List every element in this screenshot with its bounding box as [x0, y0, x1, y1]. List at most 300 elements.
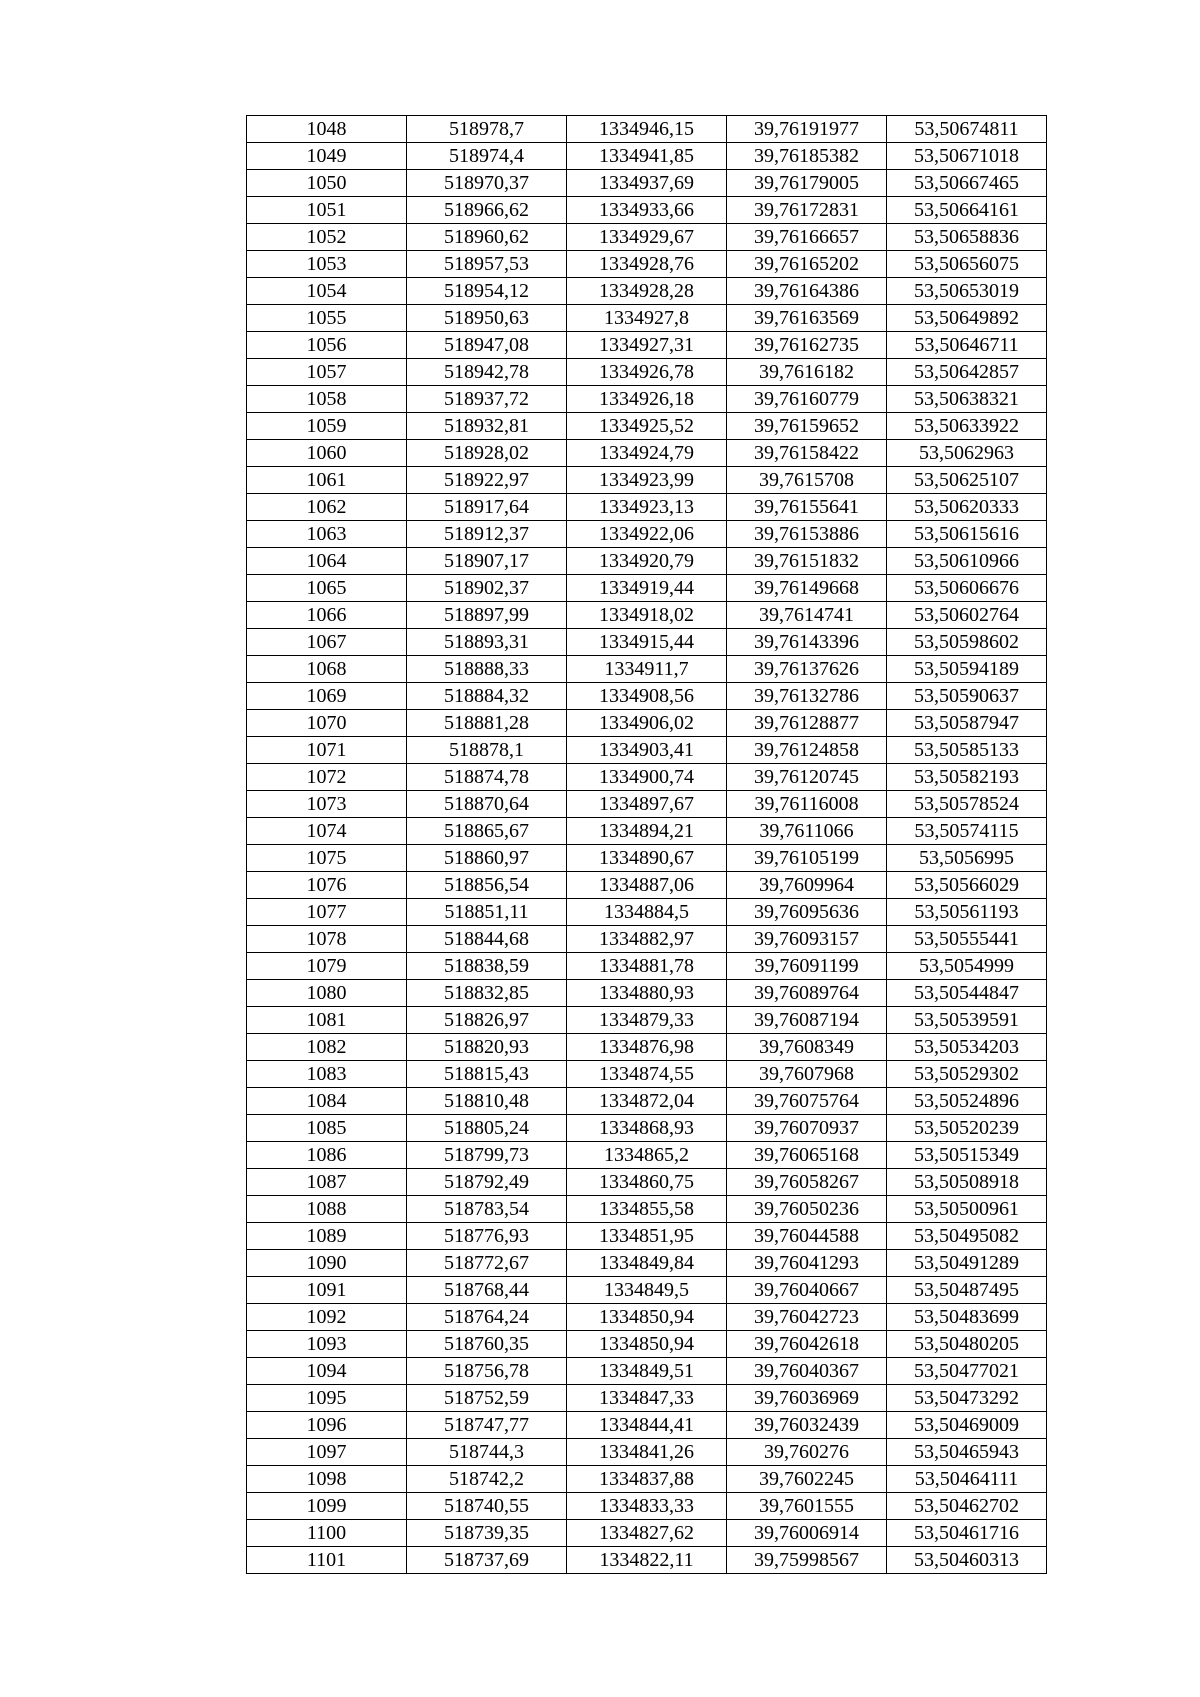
point-number-cell: 1067 — [247, 629, 407, 656]
table-row — [247, 521, 1047, 548]
latitude-cell: 53,50469009 — [887, 1412, 1047, 1439]
x-coordinate-cell: 518860,97 — [407, 845, 567, 872]
y-coordinate-cell: 1334850,94 — [567, 1304, 727, 1331]
x-coordinate-cell: 518776,93 — [407, 1223, 567, 1250]
y-coordinate-cell: 1334833,33 — [567, 1493, 727, 1520]
x-coordinate-cell: 518893,31 — [407, 629, 567, 656]
x-coordinate-cell: 518928,02 — [407, 440, 567, 467]
y-coordinate-cell: 1334847,33 — [567, 1385, 727, 1412]
point-number-cell: 1074 — [247, 818, 407, 845]
longitude-cell: 39,76042618 — [727, 1331, 887, 1358]
longitude-cell: 39,76032439 — [727, 1412, 887, 1439]
point-number-cell: 1095 — [247, 1385, 407, 1412]
point-number-cell: 1057 — [247, 359, 407, 386]
point-number-cell: 1092 — [247, 1304, 407, 1331]
table-row — [247, 116, 1047, 143]
x-coordinate-cell: 518768,44 — [407, 1277, 567, 1304]
latitude-cell: 53,50462702 — [887, 1493, 1047, 1520]
x-coordinate-cell: 518922,97 — [407, 467, 567, 494]
latitude-cell: 53,50480205 — [887, 1331, 1047, 1358]
y-coordinate-cell: 1334887,06 — [567, 872, 727, 899]
point-number-cell: 1094 — [247, 1358, 407, 1385]
x-coordinate-cell: 518815,43 — [407, 1061, 567, 1088]
latitude-cell: 53,50664161 — [887, 197, 1047, 224]
point-number-cell: 1062 — [247, 494, 407, 521]
table-row — [247, 359, 1047, 386]
x-coordinate-cell: 518878,1 — [407, 737, 567, 764]
y-coordinate-cell: 1334933,66 — [567, 197, 727, 224]
point-number-cell: 1083 — [247, 1061, 407, 1088]
table-row — [247, 1277, 1047, 1304]
x-coordinate-cell: 518907,17 — [407, 548, 567, 575]
table-row — [247, 629, 1047, 656]
y-coordinate-cell: 1334925,52 — [567, 413, 727, 440]
latitude-cell: 53,50590637 — [887, 683, 1047, 710]
table-row — [247, 1250, 1047, 1277]
y-coordinate-cell: 1334911,7 — [567, 656, 727, 683]
longitude-cell: 39,76042723 — [727, 1304, 887, 1331]
y-coordinate-cell: 1334922,06 — [567, 521, 727, 548]
y-coordinate-cell: 1334923,99 — [567, 467, 727, 494]
longitude-cell: 39,7602245 — [727, 1466, 887, 1493]
point-number-cell: 1066 — [247, 602, 407, 629]
longitude-cell: 39,7601555 — [727, 1493, 887, 1520]
table-row — [247, 1304, 1047, 1331]
latitude-cell: 53,50582193 — [887, 764, 1047, 791]
x-coordinate-cell: 518826,97 — [407, 1007, 567, 1034]
x-coordinate-cell: 518820,93 — [407, 1034, 567, 1061]
point-number-cell: 1075 — [247, 845, 407, 872]
point-number-cell: 1073 — [247, 791, 407, 818]
latitude-cell: 53,50544847 — [887, 980, 1047, 1007]
point-number-cell: 1058 — [247, 386, 407, 413]
point-number-cell: 1088 — [247, 1196, 407, 1223]
latitude-cell: 53,50561193 — [887, 899, 1047, 926]
point-number-cell: 1096 — [247, 1412, 407, 1439]
table-row — [247, 494, 1047, 521]
y-coordinate-cell: 1334860,75 — [567, 1169, 727, 1196]
x-coordinate-cell: 518932,81 — [407, 413, 567, 440]
x-coordinate-cell: 518832,85 — [407, 980, 567, 1007]
longitude-cell: 39,76158422 — [727, 440, 887, 467]
table-row — [247, 1142, 1047, 1169]
y-coordinate-cell: 1334841,26 — [567, 1439, 727, 1466]
longitude-cell: 39,76050236 — [727, 1196, 887, 1223]
x-coordinate-cell: 518810,48 — [407, 1088, 567, 1115]
y-coordinate-cell: 1334850,94 — [567, 1331, 727, 1358]
latitude-cell: 53,5062963 — [887, 440, 1047, 467]
latitude-cell: 53,50653019 — [887, 278, 1047, 305]
x-coordinate-cell: 518957,53 — [407, 251, 567, 278]
x-coordinate-cell: 518888,33 — [407, 656, 567, 683]
point-number-cell: 1100 — [247, 1520, 407, 1547]
longitude-cell: 39,76164386 — [727, 278, 887, 305]
latitude-cell: 53,5056995 — [887, 845, 1047, 872]
longitude-cell: 39,76163569 — [727, 305, 887, 332]
y-coordinate-cell: 1334837,88 — [567, 1466, 727, 1493]
table-row — [247, 818, 1047, 845]
table-row — [247, 683, 1047, 710]
longitude-cell: 39,76155641 — [727, 494, 887, 521]
x-coordinate-cell: 518851,11 — [407, 899, 567, 926]
point-number-cell: 1050 — [247, 170, 407, 197]
table-row — [247, 575, 1047, 602]
latitude-cell: 53,50667465 — [887, 170, 1047, 197]
y-coordinate-cell: 1334849,51 — [567, 1358, 727, 1385]
y-coordinate-cell: 1334937,69 — [567, 170, 727, 197]
latitude-cell: 53,50477021 — [887, 1358, 1047, 1385]
table-row — [247, 980, 1047, 1007]
longitude-cell: 39,76166657 — [727, 224, 887, 251]
latitude-cell: 53,50566029 — [887, 872, 1047, 899]
x-coordinate-cell: 518844,68 — [407, 926, 567, 953]
longitude-cell: 39,76124858 — [727, 737, 887, 764]
table-row — [247, 845, 1047, 872]
point-number-cell: 1089 — [247, 1223, 407, 1250]
latitude-cell: 53,50555441 — [887, 926, 1047, 953]
table-row — [247, 413, 1047, 440]
x-coordinate-cell: 518744,3 — [407, 1439, 567, 1466]
y-coordinate-cell: 1334946,15 — [567, 116, 727, 143]
point-number-cell: 1049 — [247, 143, 407, 170]
longitude-cell: 39,7611066 — [727, 818, 887, 845]
y-coordinate-cell: 1334882,97 — [567, 926, 727, 953]
longitude-cell: 39,76091199 — [727, 953, 887, 980]
latitude-cell: 53,50574115 — [887, 818, 1047, 845]
y-coordinate-cell: 1334855,58 — [567, 1196, 727, 1223]
table-row — [247, 656, 1047, 683]
longitude-cell: 39,76044588 — [727, 1223, 887, 1250]
table-row — [247, 1385, 1047, 1412]
y-coordinate-cell: 1334906,02 — [567, 710, 727, 737]
x-coordinate-cell: 518752,59 — [407, 1385, 567, 1412]
y-coordinate-cell: 1334926,78 — [567, 359, 727, 386]
latitude-cell: 53,50483699 — [887, 1304, 1047, 1331]
table-row — [247, 710, 1047, 737]
x-coordinate-cell: 518783,54 — [407, 1196, 567, 1223]
longitude-cell: 39,76041293 — [727, 1250, 887, 1277]
longitude-cell: 39,76179005 — [727, 170, 887, 197]
y-coordinate-cell: 1334928,28 — [567, 278, 727, 305]
coordinates-table — [246, 115, 1047, 1574]
latitude-cell: 53,50534203 — [887, 1034, 1047, 1061]
x-coordinate-cell: 518954,12 — [407, 278, 567, 305]
longitude-cell: 39,7609964 — [727, 872, 887, 899]
table-row — [247, 1358, 1047, 1385]
latitude-cell: 53,50465943 — [887, 1439, 1047, 1466]
latitude-cell: 53,50464111 — [887, 1466, 1047, 1493]
table-row — [247, 1223, 1047, 1250]
longitude-cell: 39,76087194 — [727, 1007, 887, 1034]
table-row — [247, 1547, 1047, 1574]
longitude-cell: 39,7616182 — [727, 359, 887, 386]
latitude-cell: 53,50594189 — [887, 656, 1047, 683]
x-coordinate-cell: 518764,24 — [407, 1304, 567, 1331]
latitude-cell: 53,50515349 — [887, 1142, 1047, 1169]
point-number-cell: 1065 — [247, 575, 407, 602]
x-coordinate-cell: 518947,08 — [407, 332, 567, 359]
point-number-cell: 1069 — [247, 683, 407, 710]
x-coordinate-cell: 518740,55 — [407, 1493, 567, 1520]
longitude-cell: 39,76040667 — [727, 1277, 887, 1304]
longitude-cell: 39,76153886 — [727, 521, 887, 548]
y-coordinate-cell: 1334920,79 — [567, 548, 727, 575]
x-coordinate-cell: 518760,35 — [407, 1331, 567, 1358]
point-number-cell: 1051 — [247, 197, 407, 224]
longitude-cell: 39,76093157 — [727, 926, 887, 953]
point-number-cell: 1079 — [247, 953, 407, 980]
table-row — [247, 305, 1047, 332]
latitude-cell: 53,50610966 — [887, 548, 1047, 575]
latitude-cell: 53,50500961 — [887, 1196, 1047, 1223]
longitude-cell: 39,76191977 — [727, 116, 887, 143]
point-number-cell: 1071 — [247, 737, 407, 764]
latitude-cell: 53,50633922 — [887, 413, 1047, 440]
y-coordinate-cell: 1334879,33 — [567, 1007, 727, 1034]
point-number-cell: 1101 — [247, 1547, 407, 1574]
longitude-cell: 39,76120745 — [727, 764, 887, 791]
point-number-cell: 1098 — [247, 1466, 407, 1493]
table-row — [247, 953, 1047, 980]
latitude-cell: 53,50649892 — [887, 305, 1047, 332]
y-coordinate-cell: 1334897,67 — [567, 791, 727, 818]
longitude-cell: 39,76172831 — [727, 197, 887, 224]
table-row — [247, 1115, 1047, 1142]
x-coordinate-cell: 518772,67 — [407, 1250, 567, 1277]
y-coordinate-cell: 1334941,85 — [567, 143, 727, 170]
longitude-cell: 39,76095636 — [727, 899, 887, 926]
table-row — [247, 1169, 1047, 1196]
y-coordinate-cell: 1334919,44 — [567, 575, 727, 602]
latitude-cell: 53,50461716 — [887, 1520, 1047, 1547]
longitude-cell: 39,76128877 — [727, 710, 887, 737]
table-row — [247, 791, 1047, 818]
latitude-cell: 53,50495082 — [887, 1223, 1047, 1250]
x-coordinate-cell: 518950,63 — [407, 305, 567, 332]
point-number-cell: 1055 — [247, 305, 407, 332]
longitude-cell: 39,76137626 — [727, 656, 887, 683]
x-coordinate-cell: 518960,62 — [407, 224, 567, 251]
point-number-cell: 1068 — [247, 656, 407, 683]
point-number-cell: 1061 — [247, 467, 407, 494]
table-row — [247, 440, 1047, 467]
latitude-cell: 53,50539591 — [887, 1007, 1047, 1034]
x-coordinate-cell: 518978,7 — [407, 116, 567, 143]
y-coordinate-cell: 1334927,31 — [567, 332, 727, 359]
longitude-cell: 39,76058267 — [727, 1169, 887, 1196]
table-row — [247, 602, 1047, 629]
y-coordinate-cell: 1334822,11 — [567, 1547, 727, 1574]
longitude-cell: 39,76159652 — [727, 413, 887, 440]
point-number-cell: 1090 — [247, 1250, 407, 1277]
y-coordinate-cell: 1334874,55 — [567, 1061, 727, 1088]
y-coordinate-cell: 1334868,93 — [567, 1115, 727, 1142]
y-coordinate-cell: 1334872,04 — [567, 1088, 727, 1115]
latitude-cell: 53,50656075 — [887, 251, 1047, 278]
table-row — [247, 926, 1047, 953]
point-number-cell: 1054 — [247, 278, 407, 305]
table-row — [247, 1466, 1047, 1493]
point-number-cell: 1063 — [247, 521, 407, 548]
latitude-cell: 53,50520239 — [887, 1115, 1047, 1142]
longitude-cell: 39,75998567 — [727, 1547, 887, 1574]
table-row — [247, 1088, 1047, 1115]
x-coordinate-cell: 518970,37 — [407, 170, 567, 197]
latitude-cell: 53,50642857 — [887, 359, 1047, 386]
y-coordinate-cell: 1334849,84 — [567, 1250, 727, 1277]
table-row — [247, 224, 1047, 251]
point-number-cell: 1099 — [247, 1493, 407, 1520]
coordinates-table-body — [247, 116, 1047, 1574]
latitude-cell: 53,50671018 — [887, 143, 1047, 170]
latitude-cell: 53,50615616 — [887, 521, 1047, 548]
x-coordinate-cell: 518937,72 — [407, 386, 567, 413]
longitude-cell: 39,76185382 — [727, 143, 887, 170]
longitude-cell: 39,760276 — [727, 1439, 887, 1466]
y-coordinate-cell: 1334928,76 — [567, 251, 727, 278]
latitude-cell: 53,50674811 — [887, 116, 1047, 143]
table-row — [247, 1196, 1047, 1223]
x-coordinate-cell: 518917,64 — [407, 494, 567, 521]
longitude-cell: 39,76105199 — [727, 845, 887, 872]
point-number-cell: 1093 — [247, 1331, 407, 1358]
x-coordinate-cell: 518884,32 — [407, 683, 567, 710]
point-number-cell: 1091 — [247, 1277, 407, 1304]
latitude-cell: 53,50460313 — [887, 1547, 1047, 1574]
x-coordinate-cell: 518966,62 — [407, 197, 567, 224]
longitude-cell: 39,76151832 — [727, 548, 887, 575]
table-row — [247, 1007, 1047, 1034]
point-number-cell: 1059 — [247, 413, 407, 440]
x-coordinate-cell: 518942,78 — [407, 359, 567, 386]
longitude-cell: 39,76116008 — [727, 791, 887, 818]
latitude-cell: 53,50602764 — [887, 602, 1047, 629]
table-row — [247, 170, 1047, 197]
table-row — [247, 1034, 1047, 1061]
latitude-cell: 53,50638321 — [887, 386, 1047, 413]
longitude-cell: 39,76036969 — [727, 1385, 887, 1412]
point-number-cell: 1085 — [247, 1115, 407, 1142]
latitude-cell: 53,5054999 — [887, 953, 1047, 980]
point-number-cell: 1064 — [247, 548, 407, 575]
table-row — [247, 1412, 1047, 1439]
latitude-cell: 53,50524896 — [887, 1088, 1047, 1115]
latitude-cell: 53,50625107 — [887, 467, 1047, 494]
point-number-cell: 1056 — [247, 332, 407, 359]
latitude-cell: 53,50620333 — [887, 494, 1047, 521]
y-coordinate-cell: 1334923,13 — [567, 494, 727, 521]
point-number-cell: 1087 — [247, 1169, 407, 1196]
table-row — [247, 1439, 1047, 1466]
x-coordinate-cell: 518870,64 — [407, 791, 567, 818]
point-number-cell: 1097 — [247, 1439, 407, 1466]
x-coordinate-cell: 518881,28 — [407, 710, 567, 737]
table-row — [247, 467, 1047, 494]
latitude-cell: 53,50473292 — [887, 1385, 1047, 1412]
y-coordinate-cell: 1334849,5 — [567, 1277, 727, 1304]
latitude-cell: 53,50487495 — [887, 1277, 1047, 1304]
y-coordinate-cell: 1334880,93 — [567, 980, 727, 1007]
y-coordinate-cell: 1334908,56 — [567, 683, 727, 710]
point-number-cell: 1053 — [247, 251, 407, 278]
y-coordinate-cell: 1334844,41 — [567, 1412, 727, 1439]
latitude-cell: 53,50598602 — [887, 629, 1047, 656]
y-coordinate-cell: 1334881,78 — [567, 953, 727, 980]
table-row — [247, 386, 1047, 413]
longitude-cell: 39,76065168 — [727, 1142, 887, 1169]
x-coordinate-cell: 518838,59 — [407, 953, 567, 980]
table-row — [247, 764, 1047, 791]
longitude-cell: 39,76143396 — [727, 629, 887, 656]
longitude-cell: 39,76162735 — [727, 332, 887, 359]
point-number-cell: 1081 — [247, 1007, 407, 1034]
x-coordinate-cell: 518737,69 — [407, 1547, 567, 1574]
point-number-cell: 1077 — [247, 899, 407, 926]
longitude-cell: 39,76160779 — [727, 386, 887, 413]
x-coordinate-cell: 518912,37 — [407, 521, 567, 548]
latitude-cell: 53,50658836 — [887, 224, 1047, 251]
point-number-cell: 1060 — [247, 440, 407, 467]
x-coordinate-cell: 518805,24 — [407, 1115, 567, 1142]
table-row — [247, 251, 1047, 278]
latitude-cell: 53,50585133 — [887, 737, 1047, 764]
y-coordinate-cell: 1334929,67 — [567, 224, 727, 251]
y-coordinate-cell: 1334865,2 — [567, 1142, 727, 1169]
table-row — [247, 197, 1047, 224]
longitude-cell: 39,7615708 — [727, 467, 887, 494]
latitude-cell: 53,50508918 — [887, 1169, 1047, 1196]
y-coordinate-cell: 1334926,18 — [567, 386, 727, 413]
table-row — [247, 899, 1047, 926]
longitude-cell: 39,76006914 — [727, 1520, 887, 1547]
table-row — [247, 278, 1047, 305]
table-row — [247, 143, 1047, 170]
y-coordinate-cell: 1334924,79 — [567, 440, 727, 467]
point-number-cell: 1052 — [247, 224, 407, 251]
point-number-cell: 1084 — [247, 1088, 407, 1115]
latitude-cell: 53,50491289 — [887, 1250, 1047, 1277]
x-coordinate-cell: 518897,99 — [407, 602, 567, 629]
y-coordinate-cell: 1334890,67 — [567, 845, 727, 872]
table-row — [247, 1520, 1047, 1547]
point-number-cell: 1080 — [247, 980, 407, 1007]
x-coordinate-cell: 518902,37 — [407, 575, 567, 602]
x-coordinate-cell: 518792,49 — [407, 1169, 567, 1196]
point-number-cell: 1078 — [247, 926, 407, 953]
y-coordinate-cell: 1334851,95 — [567, 1223, 727, 1250]
latitude-cell: 53,50606676 — [887, 575, 1047, 602]
longitude-cell: 39,76132786 — [727, 683, 887, 710]
longitude-cell: 39,76040367 — [727, 1358, 887, 1385]
longitude-cell: 39,7608349 — [727, 1034, 887, 1061]
y-coordinate-cell: 1334918,02 — [567, 602, 727, 629]
longitude-cell: 39,76070937 — [727, 1115, 887, 1142]
x-coordinate-cell: 518756,78 — [407, 1358, 567, 1385]
x-coordinate-cell: 518856,54 — [407, 872, 567, 899]
longitude-cell: 39,7607968 — [727, 1061, 887, 1088]
y-coordinate-cell: 1334827,62 — [567, 1520, 727, 1547]
longitude-cell: 39,7614741 — [727, 602, 887, 629]
point-number-cell: 1086 — [247, 1142, 407, 1169]
y-coordinate-cell: 1334915,44 — [567, 629, 727, 656]
point-number-cell: 1082 — [247, 1034, 407, 1061]
longitude-cell: 39,76149668 — [727, 575, 887, 602]
table-row — [247, 737, 1047, 764]
x-coordinate-cell: 518742,2 — [407, 1466, 567, 1493]
longitude-cell: 39,76165202 — [727, 251, 887, 278]
x-coordinate-cell: 518865,67 — [407, 818, 567, 845]
table-row — [247, 1061, 1047, 1088]
